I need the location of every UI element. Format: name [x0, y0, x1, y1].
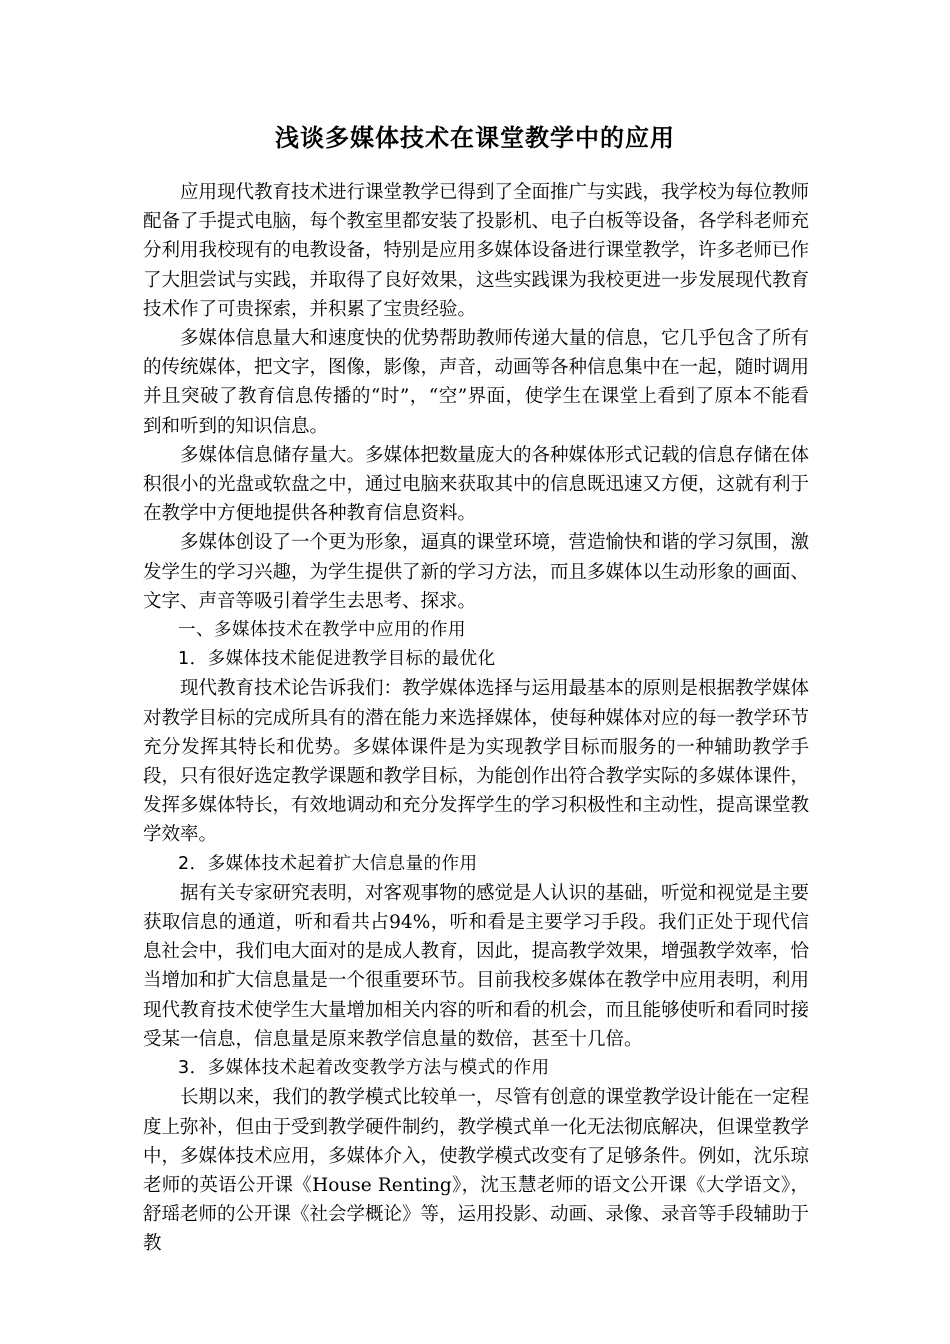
section-heading: 一、多媒体技术在教学中应用的作用	[178, 620, 466, 641]
subsection-heading: 2．多媒体技术起着扩大信息量的作用	[178, 853, 478, 874]
document-title: 浅谈多媒体技术在课堂教学中的应用	[275, 124, 675, 152]
document-body	[143, 178, 809, 1259]
paragraph: 据有关专家研究表明，对客观事物的感觉是人认识的基础，听觉和视觉是主要获取信息的通道，听和看共占94%，听和看是主要学习手段。我们正处于现代信息社会中，我们电大面对的是成人教育，因此，提高教学效果，增强教学效率，恰当增加和扩大信息量是一个很重要环节。目前我校多媒体在教学中应用表明，利用现代教育技术使学生大量增加相关内容的听和看的机会，而且能够使听和看同时接受某一信息，信息量是原来教学信息量的数倍，甚至十几倍。	[143, 882, 810, 1050]
paragraph: 多媒体创设了一个更为形象，逼真的课堂环境，营造愉快和谐的学习氛围，激发学生的学习兴趣，为学生提供了新的学习方法，而且多媒体以生动形象的画面、文字、声音等吸引着学生去思考、探求。	[143, 532, 810, 612]
paragraph: 应用现代教育技术进行课堂教学已得到了全面推广与实践，我学校为每位教师配备了手提式电脑，每个教室里都安装了投影机、电子白板等设备，各学科老师充分利用我校现有的电教设备，特别是应用多媒体设备进行课堂教学，许多老师已作了大胆尝试与实践，并取得了良好效果，这些实践课为我校更进一步发展现代教育技术作了可贵探索，并积累了宝贵经验。	[143, 182, 810, 320]
paragraph: 现代教育技术论告诉我们：教学媒体选择与运用最基本的原则是根据教学媒体对教学目标的完成所具有的潜在能力来选择媒体，使每种媒体对应的每一教学环节充分发挥其特长和优势。多媒体课件是为实现教学目标而服务的一种辅助教学手段，只有很好选定教学课题和教学目标，为能创作出符合教学实际的多媒体课件，发挥多媒体特长，有效地调动和充分发挥学生的学习积极性和主动性，提高课堂教学效率。	[143, 678, 810, 846]
paragraph: 长期以来，我们的教学模式比较单一，尽管有创意的课堂教学设计能在一定程度上弥补，但由于受到教学硬件制约，教学模式单一化无法彻底解决，但课堂教学中，多媒体技术应用，多媒体介入，使教学模式改变有了足够条件。例如，沈乐琼老师的英语公开课《House Renting》，沈玉慧老师的语文公开课《大学语文》，舒瑶老师的公开课《社会学概论》等，运用投影、动画、录像、录音等手段辅助于教	[143, 1087, 810, 1255]
paragraph: 多媒体信息储存量大。多媒体把数量庞大的各种媒体形式记载的信息存储在体积很小的光盘或软盘之中，通过电脑来获取其中的信息既迅速又方便，这就有利于在教学中方便地提供各种教育信息资料。	[143, 444, 810, 525]
subsection-heading: 1．多媒体技术能促进教学目标的最优化	[178, 649, 496, 670]
subsection-heading: 3．多媒体技术起着改变教学方法与模式的作用	[178, 1058, 550, 1079]
paragraph: 多媒体信息量大和速度快的优势帮助教师传递大量的信息，它几乎包含了所有的传统媒体，把文字，图像，影像，声音，动画等各种信息集中在一起，随时调用并且突破了教育信息传播的“时”，“空”界面，使学生在课堂上看到了原本不能看到和听到的知识信息。	[143, 328, 810, 437]
